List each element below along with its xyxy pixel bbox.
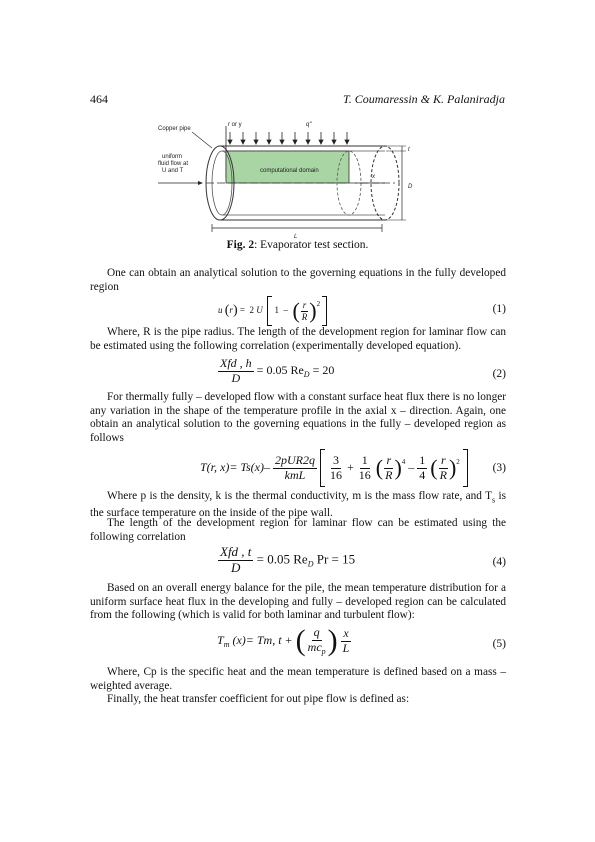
paragraph-5: The length of the development region for laminar flow can be estimated using the following correlation: [90, 517, 506, 543]
paragraph-6: Based on an overall energy balance for the pile, the mean temperature distribution for a uniform surface heat flux in the developing and fully – developed region can be calculated from the following (which is valid for both laminar and turbulent flow):: [90, 582, 506, 622]
page-number: 464: [90, 92, 108, 106]
label-u-and-t: U and T: [162, 168, 184, 174]
figure-caption-text: : Evaporator test section.: [254, 239, 369, 251]
heat-flux-arrows: [228, 132, 349, 144]
label-fluid-flow: fluid flow at: [158, 161, 189, 167]
paragraph-8: Finally, the heat transfer coefficient for out pipe flow is defined as:: [107, 693, 410, 705]
figure-caption-label: Fig. 2: [226, 239, 255, 251]
equation-3-number: (3): [492, 462, 506, 474]
label-l: L: [294, 234, 298, 240]
label-t: t: [408, 147, 410, 153]
paragraph-4: Where p is the density, k is the thermal conductivity, m is the mass flow rate, and $T_s$ is the surface temperature on the inside of the pipe wall.: [90, 490, 507, 519]
equation-3: [90, 447, 506, 489]
copper-pipe-pointer: [192, 132, 212, 148]
equation-4-number: (4): [492, 556, 506, 568]
label-copper-pipe: Copper pipe: [158, 126, 191, 132]
label-x: x: [372, 174, 375, 180]
equation-2-body: $\frac{\text{Xfd , h}}{D}$ = 0.05 $Re_D = 20$: [220, 356, 335, 385]
equation-5-number: (5): [492, 638, 506, 650]
computational-domain: [226, 151, 349, 183]
equation-1-number: (1): [492, 303, 506, 315]
running-authors: T. Coumaressin & K. Palaniradja: [342, 92, 505, 106]
equation-2-number: (2): [492, 368, 506, 380]
paragraph-1: One can obtain an analytical solution to the governing equations in the fully developed region: [90, 267, 506, 293]
equation-5-body: $T_m$ (x)= Tm, t + ( $\frac{q}{mc_p}$ ) $\frac{x}{L}$: [217, 624, 350, 657]
paragraph-7: Where, Cp is the specific heat and the mean temperature is defined based on a mass – weighted average.: [90, 666, 506, 692]
label-q-flux: q'': [306, 122, 312, 128]
paragraph-3: For thermally fully – developed flow with a constant surface heat flux there is no longer any variation in the shape of the temperature profile in the axial x – direction. Again, one obtain an analytical solution to the governing equations in the fully – developed region as follows: [90, 391, 506, 444]
paragraph-2: Where, R is the pipe radius. The length of the development region for laminar flow can be estimated using the following correlation (experimentally developed equation).: [90, 326, 506, 352]
equation-1-body: u (r) = 2 U 1 – ( $\frac{r}{R}$ )$^2$: [218, 296, 327, 326]
label-d: D: [408, 184, 413, 190]
equation-1: [90, 293, 506, 325]
equation-4: [90, 545, 506, 579]
figure-caption: [0, 239, 595, 251]
label-computational-domain: computational domain: [260, 168, 319, 174]
equation-3-body: T(r, x)= Ts(x)– $\frac{\text{2pUR2q}}{\text{kmL}}$ $\frac{3}{16}$ + $\frac{1}{16}$ ( $\frac{r}{R}$ )$^4$ – $\frac{1}{4}$ ( $\frac{r}{R}$ )$^2$: [200, 449, 468, 487]
equation-4-body: $\frac{\text{Xfd , t}}{D}$ = 0.05 $Re_D$ Pr = 15: [220, 544, 356, 575]
inflow-arrowhead: [198, 181, 203, 185]
evaporator-figure: [150, 118, 450, 240]
label-r-or-y: r or y: [228, 122, 242, 128]
label-uniform: uniform: [162, 154, 183, 160]
equation-2: [90, 357, 506, 391]
equation-5: [90, 624, 506, 664]
